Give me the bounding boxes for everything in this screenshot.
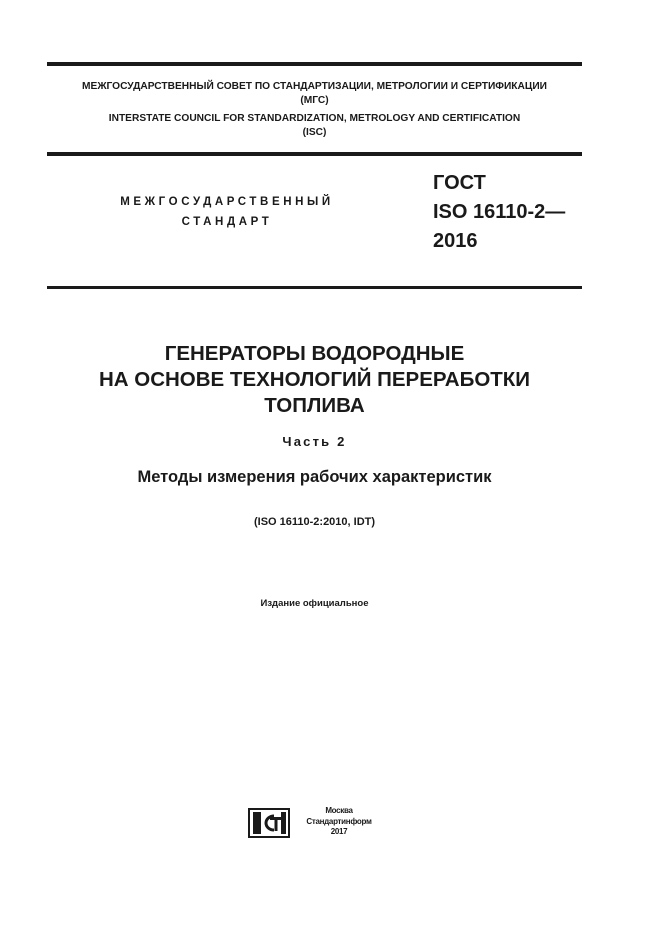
council-en-name: INTERSTATE COUNCIL FOR STANDARDIZATION, METROLOGY AND CERTIFICATION — [108, 113, 521, 124]
council-ru-abbr: (МГС) — [300, 95, 329, 106]
council-ru — [47, 80, 582, 108]
document-subtitle: Методы измерения рабочих характеристик — [137, 468, 492, 486]
lower-rule — [47, 286, 582, 289]
standard-code-line1: ГОСТ — [433, 172, 486, 194]
publisher-city: Москва — [325, 806, 353, 815]
top-rule — [47, 62, 582, 66]
publisher-info — [296, 806, 382, 838]
title-line3: ТОПЛИВА — [264, 394, 365, 417]
part-label: Часть 2 — [282, 434, 347, 449]
publisher-year: 2017 — [330, 827, 348, 836]
edition-note: Издание официальное — [260, 598, 369, 609]
standard-code-line2: ISO 16110-2— — [433, 201, 566, 223]
title-line2: НА ОСНОВЕ ТЕХНОЛОГИЙ ПЕРЕРАБОТКИ — [98, 368, 531, 391]
title-line1: ГЕНЕРАТОРЫ ВОДОРОДНЫЕ — [164, 342, 465, 365]
standard-kind-line2: СТАНДАРТ — [181, 216, 273, 228]
council-ru-name: МЕЖГОСУДАРСТВЕННЫЙ СОВЕТ ПО СТАНДАРТИЗАЦИИ, МЕТРОЛОГИИ И СЕРТИФИКАЦИИ — [82, 81, 547, 92]
iso-reference: (ISO 16110-2:2010, IDT) — [253, 516, 376, 528]
publisher-name: Стандартинформ — [306, 816, 372, 826]
document-title — [47, 341, 582, 419]
council-en-abbr: (ISC) — [302, 127, 327, 138]
council-en — [47, 112, 582, 140]
standard-kind-line1: МЕЖГОСУДАРСТВЕННЫЙ — [120, 196, 334, 208]
standard-kind — [102, 192, 352, 232]
standard-code-line3: 2016 — [433, 230, 478, 252]
middle-rule — [47, 152, 582, 156]
standartinform-logo-icon — [248, 808, 290, 838]
standard-code — [433, 169, 565, 256]
